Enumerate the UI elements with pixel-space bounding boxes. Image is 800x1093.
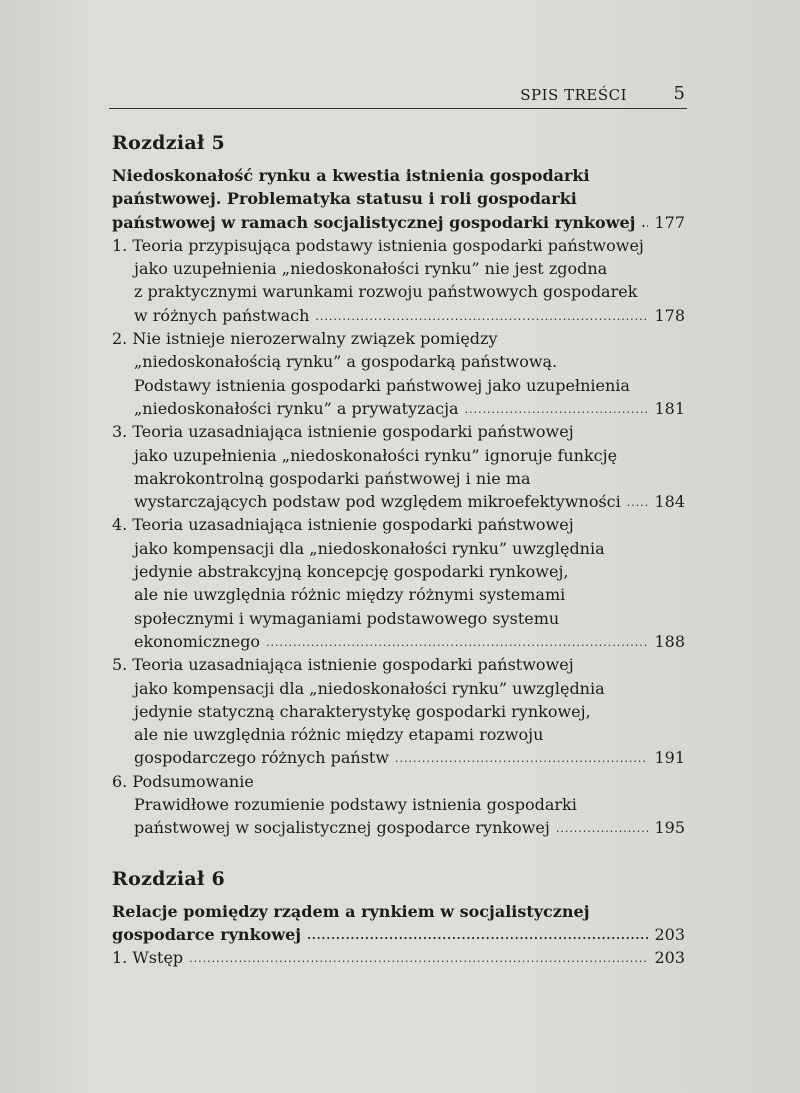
toc-entry[interactable]: [112, 420, 685, 513]
toc-page-number: 181: [654, 398, 685, 418]
toc-entry-text: 5. Teoria uzasadniająca istnienie gospodarki państwowej: [112, 655, 574, 675]
toc-entry-text: makrokontrolną gospodarki państwowej i nie ma: [134, 468, 531, 488]
table-of-contents: [112, 132, 685, 970]
toc-entry-text: Podstawy istnienia gospodarki państwowej jako uzupełnienia: [134, 375, 630, 395]
page-number: 5: [673, 83, 685, 104]
toc-entry-text: gospodarczego różnych państw: [134, 748, 390, 768]
toc-entry-last-line: [112, 397, 685, 420]
toc-entry-text: z praktycznymi warunkami rozwoju państwowych gospodarek: [134, 282, 638, 302]
toc-entry-text: Prawidłowe rozumienie podstawy istnienia gospodarki: [134, 795, 577, 815]
toc-entry-last-line: [112, 304, 685, 327]
toc-entry-text: „niedoskonałością rynku” a gospodarką państwową.: [134, 352, 558, 372]
toc-entry-text: w różnych państwach: [134, 305, 310, 325]
leader-dots: [307, 924, 648, 947]
toc-entry-last-line: [112, 746, 685, 769]
toc-entry-last-line: [112, 630, 685, 653]
toc-entry-text: państwowej w socjalistycznej gospodarce rynkowej: [134, 818, 550, 838]
toc-entry-last-line: [112, 816, 685, 839]
toc-entry-text: 6. Podsumowanie: [112, 771, 254, 791]
header-title: SPIS TREŚCI: [520, 86, 627, 104]
toc-entry-text: 4. Teoria uzasadniająca istnienie gospodarki państwowej: [112, 515, 574, 535]
toc-entry-text: 3. Teoria uzasadniająca istnienie gospodarki państwowej: [112, 422, 574, 442]
toc-entry-text: jako kompensacji dla „niedoskonałości rynku” uwzględnia: [134, 678, 605, 698]
chapter-page-number: 177: [654, 212, 685, 232]
toc-entry-text: 1. Teoria przypisująca podstawy istnienia gospodarki państwowej: [112, 235, 644, 255]
toc-page-number: 188: [654, 631, 685, 651]
toc-page-number: 191: [654, 748, 685, 768]
chapter-block: [112, 132, 685, 840]
toc-entry-text: jedynie statyczną charakterystykę gospodarki rynkowej,: [134, 701, 591, 721]
toc-entry-text: 2. Nie istnieje nierozerwalny związek pomiędzy: [112, 329, 498, 349]
toc-page-number: 184: [654, 492, 685, 512]
toc-entry-last-line: [112, 946, 685, 969]
chapter-block: [112, 868, 685, 970]
toc-page-number: 203: [654, 948, 685, 968]
chapter-title-line[interactable]: [112, 923, 685, 946]
chapter-title-text: gospodarce rynkowej: [112, 924, 302, 944]
toc-entry[interactable]: [112, 770, 685, 840]
toc-entry-text: jako uzupełnienia „niedoskonałości rynku” ignoruje funkcję: [134, 445, 618, 465]
toc-entry[interactable]: [112, 946, 685, 969]
leader-dots: [641, 212, 648, 235]
chapter-title-text: państwowej w ramach socjalistycznej gospodarki rynkowej: [112, 212, 636, 232]
leader-dots: [189, 947, 648, 970]
toc-entry-text: wystarczających podstaw pod względem mikroefektywności: [134, 492, 621, 512]
toc-entry-last-line: [112, 490, 685, 513]
chapter-title-text: Relacje pomiędzy rządem a rynkiem w socjalistycznej: [112, 901, 590, 921]
toc-entry[interactable]: [112, 327, 685, 420]
toc-entry[interactable]: [112, 234, 685, 327]
leader-dots: [465, 398, 649, 421]
toc-entry-text: jedynie abstrakcyjną koncepcję gospodarki rynkowej,: [134, 562, 569, 582]
toc-entry-text: ale nie uwzględnia różnic między etapami rozwoju: [134, 725, 544, 745]
leader-dots: [395, 747, 648, 770]
leader-dots: [627, 491, 649, 514]
toc-entry-text: ale nie uwzględnia różnic między różnymi systemami: [134, 585, 566, 605]
toc-entry-text: 1. Wstęp: [112, 948, 184, 968]
leader-dots: [266, 631, 648, 654]
chapter-label: Rozdział 6: [112, 867, 226, 890]
chapter-page-number: 203: [654, 924, 685, 944]
chapter-label: Rozdział 5: [112, 132, 226, 154]
chapter-title-line[interactable]: [112, 211, 685, 234]
running-header: [109, 83, 687, 109]
leader-dots: [556, 817, 649, 840]
toc-entry-text: jako kompensacji dla „niedoskonałości rynku” uwzględnia: [134, 538, 605, 558]
chapter-title-text: Niedoskonałość rynku a kwestia istnienia gospodarki: [112, 166, 590, 185]
toc-page-number: 178: [654, 305, 685, 325]
toc-entry-text: jako uzupełnienia „niedoskonałości rynku” nie jest zgodna: [134, 259, 608, 279]
toc-entry[interactable]: [112, 513, 685, 653]
toc-entry-text: „niedoskonałości rynku” a prywatyzacja: [134, 398, 459, 418]
toc-entry-text: ekonomicznego: [134, 631, 261, 651]
toc-entry-text: społecznymi i wymaganiami podstawowego systemu: [134, 608, 560, 628]
toc-entry[interactable]: [112, 653, 685, 769]
chapter-title-text: państwowej. Problematyka statusu i roli gospodarki: [112, 189, 577, 209]
toc-page-number: 195: [654, 818, 685, 838]
leader-dots: [315, 305, 648, 328]
